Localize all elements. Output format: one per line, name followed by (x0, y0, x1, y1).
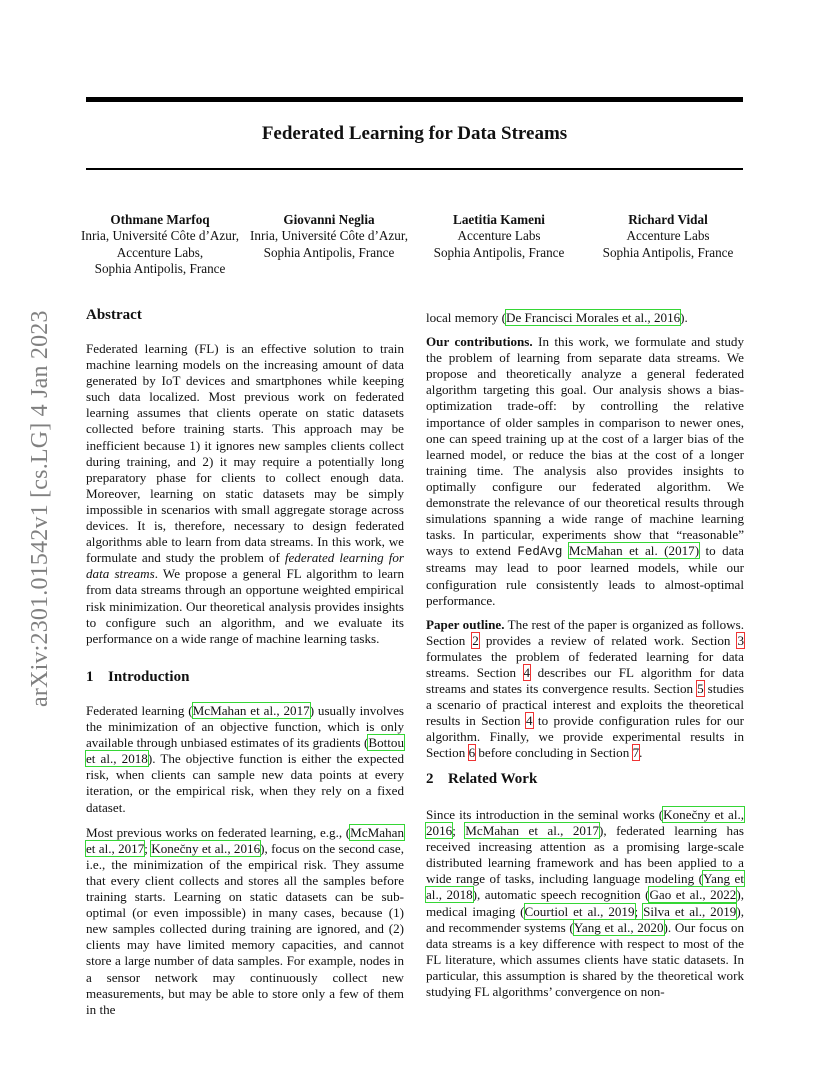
citation-link[interactable]: Gao et al., 2022 (649, 887, 737, 903)
citation-link[interactable]: McMahan et al., 2017 (192, 703, 310, 718)
section-ref-link[interactable]: 7 (632, 745, 640, 761)
author-block-1 (77, 212, 243, 278)
abstract-emphasis: federated learning for data streams (86, 550, 404, 582)
citation-link[interactable]: Courtiol et al., 2019 (524, 903, 635, 919)
outline-paragraph: Paper outline. The rest of the paper is organized as follows. Section 2 provides a review of related work. Section 3 formulates the problem of federated learning for data streams. Section 4 describes our FL algorithm for data streams and states its convergence results. Section 5 studies a scenario of practical interest and exploits the theoretical results in Section 4 to provide configuration rules for our algorithm. Finally, we provide experimental results in Section 6 before concluding in Section 7. (426, 616, 745, 761)
introduction-body (86, 703, 404, 1018)
author-block-4 (585, 212, 751, 261)
author-affiliation: Sophia Antipolis, France (263, 244, 395, 260)
intro-continuation: local memory (De Francisci Morales et al., 2016). (426, 310, 688, 325)
author-affiliation: Accenture Labs, (116, 244, 204, 260)
citation-link[interactable]: Silva et al., 2019 (643, 903, 737, 919)
citation-link[interactable]: Yang et al., 2020 (573, 919, 664, 935)
outline-runin-heading: Paper outline. (426, 616, 505, 632)
section-ref-link[interactable]: 4 (523, 664, 531, 680)
citation-link[interactable]: Konečny et al., 2016 (426, 807, 745, 839)
section-ref-link[interactable]: 4 (525, 713, 533, 729)
related-paragraph: Since its introduction in the seminal works (Konečny et al., 2016; McMahan et al., 2017), federated learning has received increasing attention as a promising large-scale distributed learning framework and has been applied to a wide range of tasks, including language modeling (Yang et al., 2018), automatic speech recognition (Gao et al., 2022), medical imaging (Courtiol et al., 2019; Silva et al., 2019), and recommender systems (Yang et al., 2020). Our focus on data streams is a key difference with respect to most of the FL literature, which assumes clients have static datasets. In particular, this assumption is shared by the theoretical work studying FL algorithms’ convergence on non- (426, 807, 745, 1000)
author-affiliation: Accenture Labs (626, 228, 710, 244)
citation-link[interactable]: McMahan et al. (2017) (568, 543, 700, 559)
abstract-paragraph: Federated learning (FL) is an effective solution to train machine learning models on the increasing amount of data generated by IoT devices and smartphones while keeping such data localized. Most previous work on federated learning assumes that clients operate on static datasets collected before training starts. This approach may be inefficient because 1) it ignores new samples clients collect during training, and 2) it may require a potentially long preparatory phase for clients to collect enough data. Moreover, learning on static datasets may be simply impossible in scenarios with small aggregate storage across devices. It is, therefore, necessary to design federated algorithms able to learn from data streams. In this work, we formulate and study the problem of federated learning for data streams. We propose a general FL algorithm to learn from data streams through an opportune weighted empirical risk minimization. Our theoretical analysis provides insights to configure such an algorithm, and we evaluate its performance on a wide range of machine learning tasks. (86, 341, 404, 646)
contributions-paragraph: Our contributions. In this work, we formulate and study the problem of learning from separate data streams. We propose and theoretically analyze a general federated algorithm targeting this goal. Our analysis shows a bias-optimization trade-off: by controlling the relative importance of older samples in comparison to newer ones, one can speed training up at the cost of a larger bias of the learned model, or reduce the bias at the cost of a longer training time. The analysis also provides insights to optimally configure our federated algorithm. We demonstrate the relevance of our theoretical results through simulations spanning a wide range of machine learning tasks. In particular, experiments show that “reasonable” ways to extend FedAvg McMahan et al. (2017) to data streams may lead to poor learned models, while our configuration rule consistently leads to almost-optimal performance. (426, 334, 744, 608)
section-ref-link[interactable]: 3 (737, 632, 744, 648)
section-ref-link[interactable]: 2 (472, 632, 479, 648)
author-affiliation: Sophia Antipolis, France (602, 244, 734, 260)
citation-link[interactable]: Yang et al., 2018 (426, 871, 744, 903)
author-affiliation: Accenture Labs (457, 228, 541, 244)
title-rule-top (86, 97, 743, 102)
contributions-runin-heading: Our contributions. (426, 334, 533, 350)
code-fedavg: FedAvg (517, 545, 563, 560)
section-heading-related-work: 2 Related Work (426, 771, 538, 787)
section-heading-introduction: 1 Introduction (86, 669, 190, 685)
author-block-3 (416, 212, 582, 261)
author-affiliation: Sophia Antipolis, France (433, 244, 565, 260)
author-name: Richard Vidal (628, 212, 708, 227)
arxiv-identifier: arXiv:2301.01542v1 [cs.LG] 4 Jan 2023 (27, 310, 53, 707)
author-affiliation: Sophia Antipolis, France (94, 261, 226, 277)
section-ref-link[interactable]: 5 (697, 681, 704, 697)
author-name: Othmane Marfoq (110, 212, 210, 227)
citation-link[interactable]: Konečny et al., 2016 (151, 840, 261, 856)
author-affiliation: Inria, Université Côte d’Azur, (249, 228, 409, 244)
citation-link[interactable]: Bottou et al., 2018 (86, 735, 404, 767)
citation-link[interactable]: McMahan et al., 2017 (465, 823, 600, 839)
abstract-body (86, 341, 404, 647)
author-affiliation: Inria, Université Côte d’Azur, (80, 228, 240, 244)
related-work-body (426, 807, 744, 1000)
author-block-2 (246, 212, 412, 261)
paper-title: Federated Learning for Data Streams (261, 123, 568, 144)
intro-paragraph-2: Most previous works on federated learning, e.g., (McMahan et al., 2017; Konečny et al., 2016), focus on the second case, i.e., the minimization of the empirical risk. They assume that every client collects and stores all the samples before training starts. Learning on static datasets can be sub-optimal (or even impossible) in many cases, because (1) new samples collected during training are ignored, and (2) clients may have limited memory capacities, and cannot store a large number of data samples. For example, nodes in a sensor network may continuously collect new measurements, but may be able to store only a few of them in the (86, 824, 404, 1017)
right-column-body (426, 310, 744, 762)
abstract-heading: Abstract (86, 307, 142, 323)
citation-link[interactable]: McMahan et al., 2017 (86, 824, 404, 856)
author-name: Giovanni Neglia (283, 212, 375, 227)
citation-link[interactable]: De Francisci Morales et al., 2016 (506, 310, 681, 325)
title-rule-bottom (86, 168, 743, 170)
intro-paragraph-1: Federated learning (McMahan et al., 2017) usually involves the minimization of an objective function, which is only available through unbiased estimates of its gradients (Bottou et al., 2018). The objective function is either the expected risk, when clients can sample new data points at every iteration, or the empirical risk, when they rely on a fixed dataset. (86, 703, 404, 815)
section-ref-link[interactable]: 6 (468, 745, 476, 761)
author-name: Laetitia Kameni (453, 212, 545, 227)
